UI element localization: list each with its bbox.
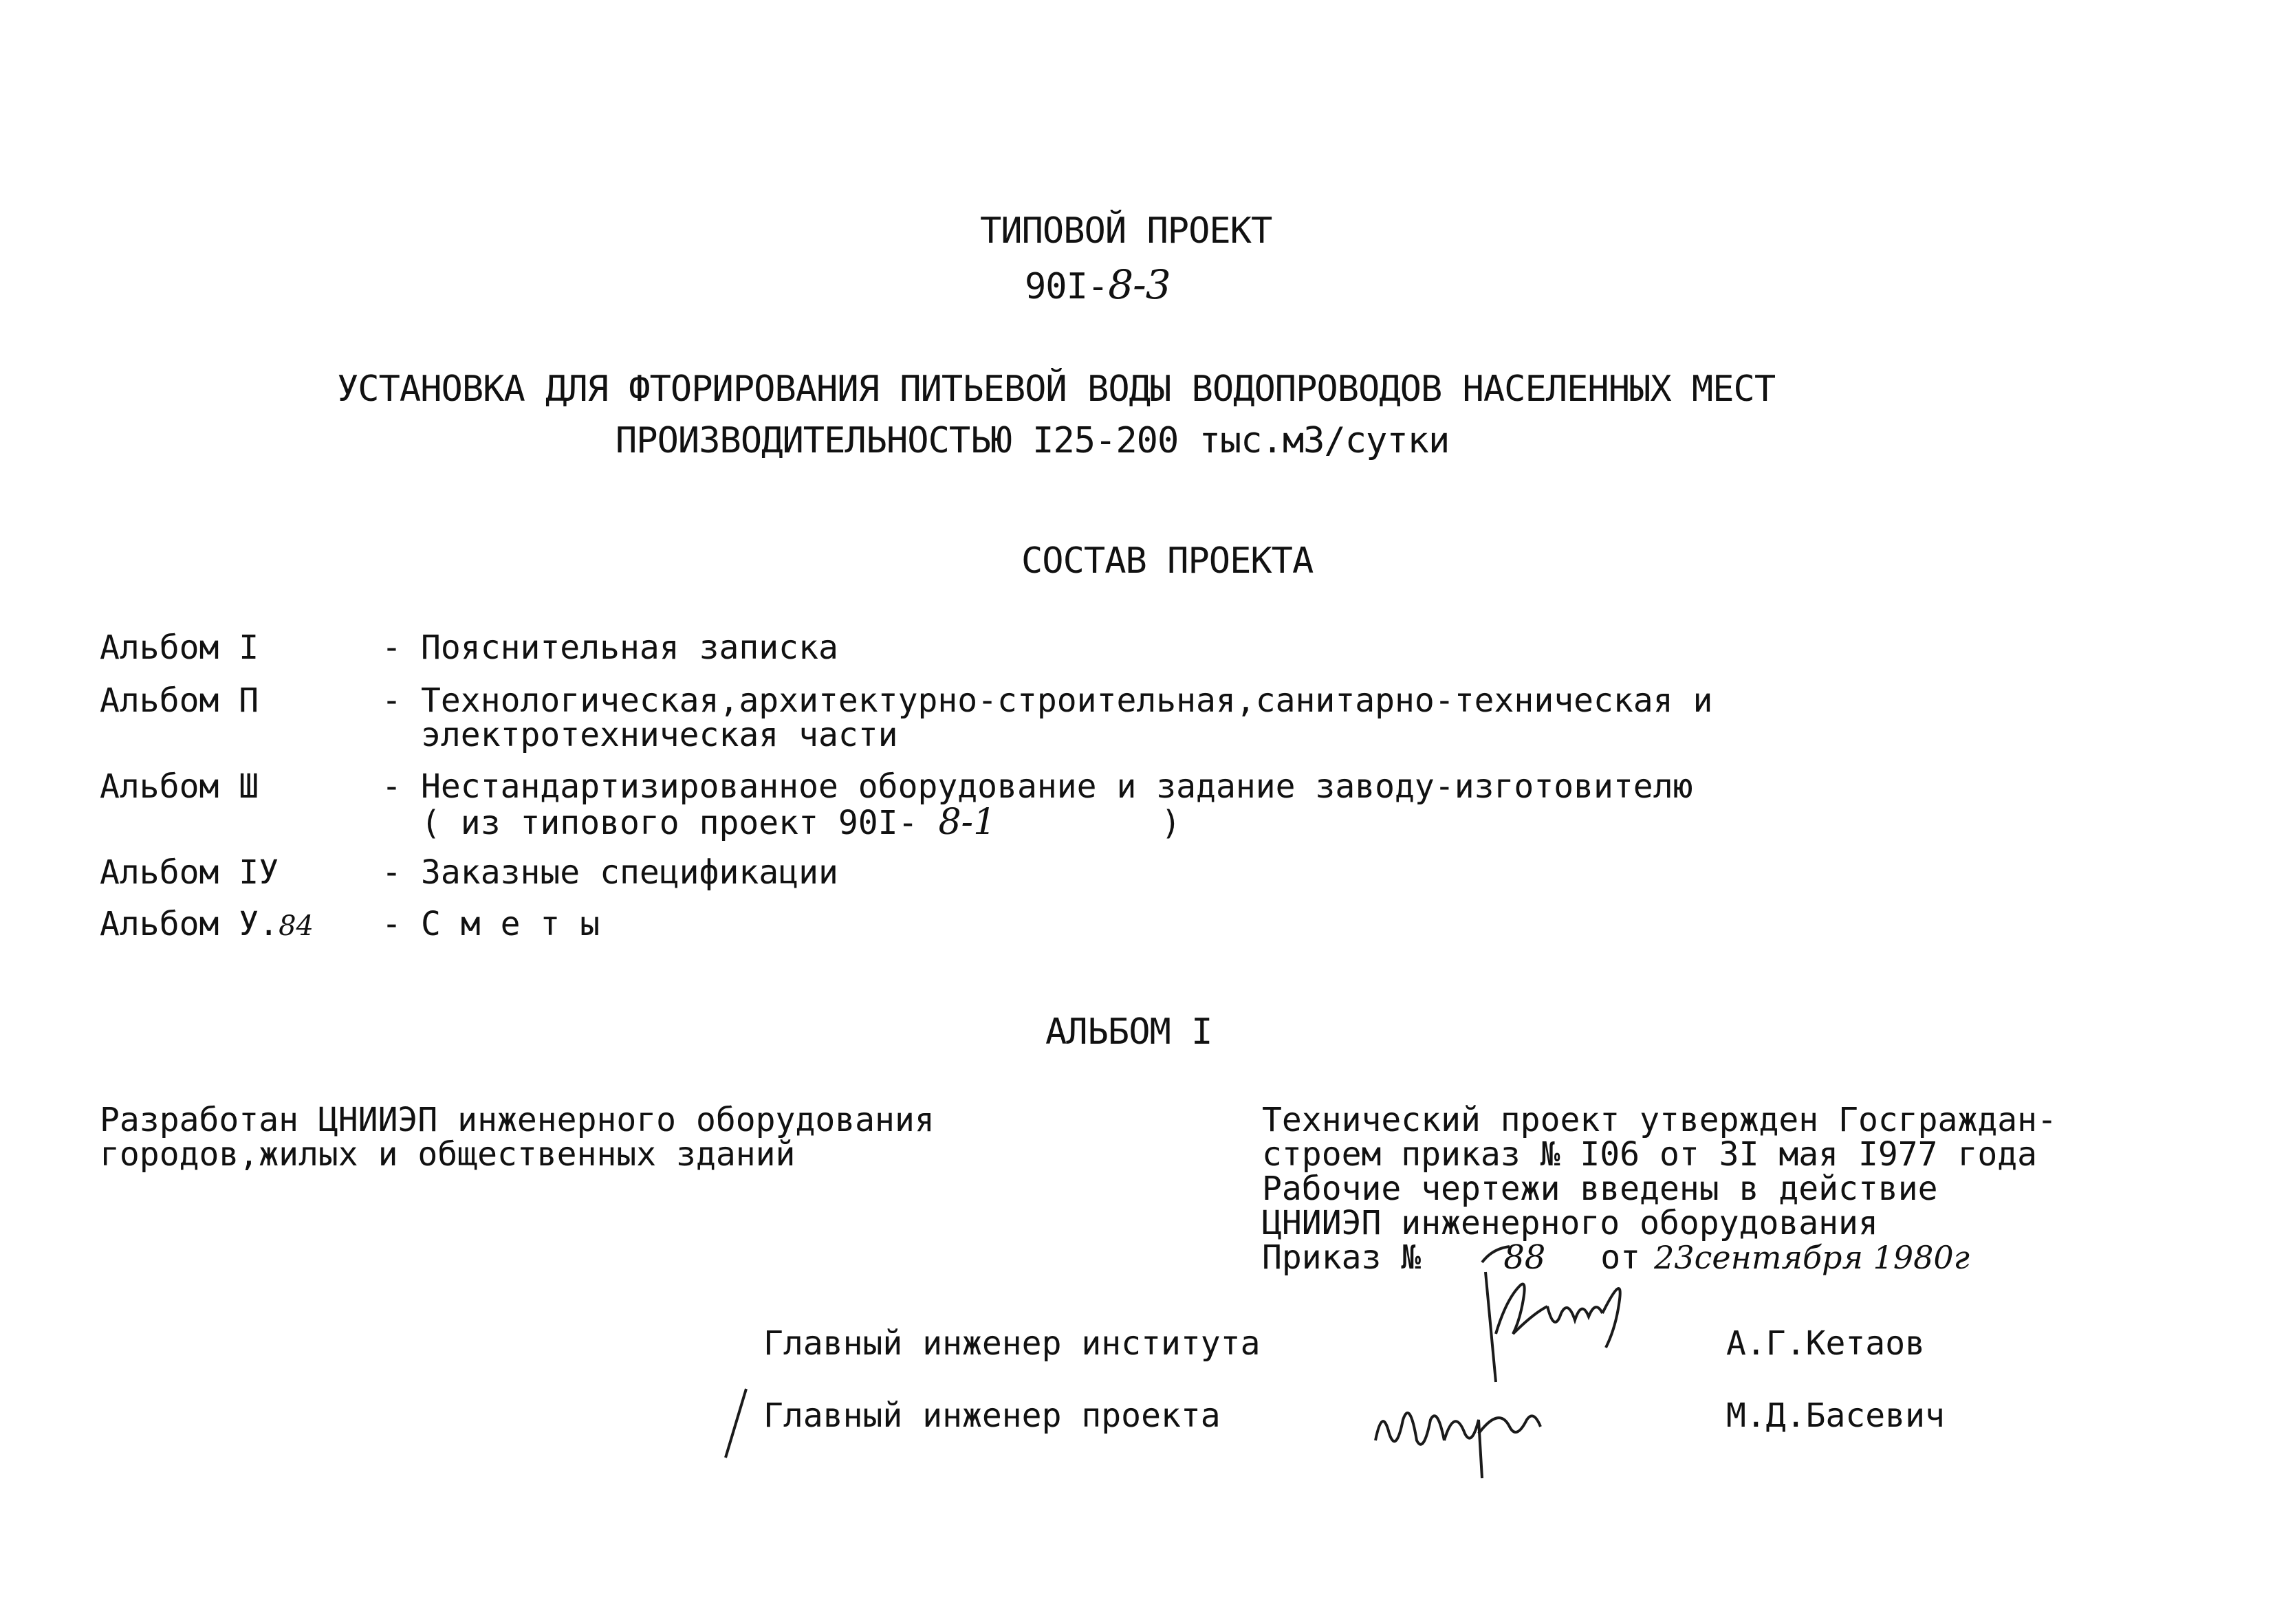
- chief-engineer-institute-name: А.Г.Кетаов: [1726, 1324, 1925, 1363]
- signature-basevich: [1369, 1379, 1561, 1482]
- signature-ketaov: [1465, 1258, 1644, 1396]
- order-date-handwritten: 23сентября 1980г: [1654, 1239, 1970, 1276]
- album-5-text: С м е т ы: [421, 905, 600, 943]
- album-5-label-handwritten: 84: [279, 910, 314, 942]
- composition-heading: СОСТАВ ПРОЕКТА: [1021, 540, 1314, 582]
- approval-line-2: строем приказ № I06 от 3I мая I977 года: [1262, 1135, 2038, 1174]
- chief-engineer-project-name: М.Д.Басевич: [1726, 1396, 1945, 1435]
- album-4-dash: -: [382, 853, 402, 892]
- album-1-text: Пояснительная записка: [421, 628, 838, 667]
- album-3-text: Нестандартизированное оборудование и задание заводу-изготовителю: [421, 767, 1693, 806]
- album-3-text-continued: [421, 802, 1182, 843]
- album-3-label: Альбом Ш: [100, 767, 259, 806]
- subject-line-1: УСТАНОВКА ДЛЯ ФТОРИРОВАНИЯ ПИТЬЕВОЙ ВОДЫ ВОДОПРОВОДОВ НАСЕЛЕННЫХ МЕСТ: [337, 369, 1776, 410]
- project-number: [1025, 261, 1171, 308]
- album-3-source-suffix: ): [1161, 804, 1182, 842]
- album-4-text: Заказные спецификации: [421, 853, 838, 892]
- chief-engineer-project-role: Главный инженер проекта: [763, 1396, 1221, 1435]
- album-2-dash: -: [382, 681, 402, 720]
- album-5-label-text: Альбом У.: [100, 905, 279, 943]
- album-3-source-prefix: ( из типового проект 90I-: [421, 804, 918, 842]
- album-2-label: Альбом П: [100, 681, 259, 720]
- approval-line-1: Технический проект утвержден Госграждан-: [1262, 1101, 2057, 1139]
- album-heading: АЛЬБОМ I: [1045, 1011, 1212, 1053]
- chief-engineer-institute-role: Главный инженер института: [763, 1324, 1261, 1363]
- document-title: ТИПОВОЙ ПРОЕКТ: [980, 210, 1272, 252]
- album-5-dash: -: [382, 905, 402, 943]
- order-number-handwritten: 88: [1503, 1238, 1546, 1277]
- order-from: от: [1600, 1238, 1641, 1277]
- project-number-prefix: 90I-: [1025, 266, 1109, 307]
- developer-line-1: Разработан ЦНИИЭП инженерного оборудования: [100, 1101, 935, 1139]
- developer-line-2: городов,жилых и общественных зданий: [100, 1135, 796, 1174]
- approval-line-3: Рабочие чертежи введены в действие: [1262, 1170, 1938, 1208]
- album-1-dash: -: [382, 628, 402, 667]
- album-1-label: Альбом I: [100, 628, 259, 667]
- album-2-text-continued: электротехническая части: [421, 716, 898, 754]
- project-number-handwritten: 8-3: [1108, 261, 1171, 308]
- order-prefix: Приказ №: [1262, 1238, 1422, 1277]
- album-2-text: Технологическая,архитектурно-строительная,санитарно-техническая и: [421, 681, 1713, 720]
- subject-line-2: ПРОИЗВОДИТЕЛЬНОСТЬЮ I25-200 тыс.м3/сутки: [616, 420, 1450, 461]
- album-5-label: [100, 905, 314, 943]
- album-3-dash: -: [382, 767, 402, 806]
- album-4-label: Альбом IУ: [100, 853, 279, 892]
- album-3-source-handwritten: 8-1: [938, 802, 997, 843]
- approval-line-4: ЦНИИЭП инженерного оборудования: [1262, 1204, 1878, 1242]
- pen-stroke-mark: [722, 1385, 750, 1461]
